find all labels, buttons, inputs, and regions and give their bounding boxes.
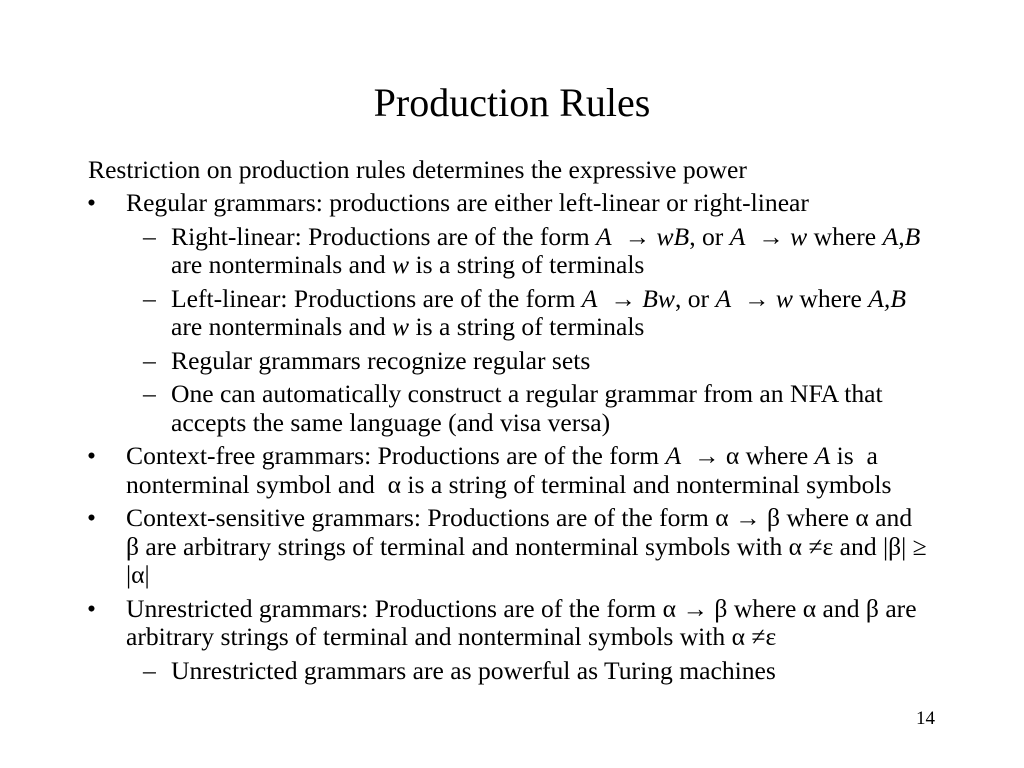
text-run: Unrestricted grammars are as powerful as Turing machines <box>171 655 776 685</box>
text-line <box>171 657 1024 686</box>
text-line <box>126 471 1024 500</box>
text-run: |α| <box>126 560 150 590</box>
text-line <box>88 156 1024 185</box>
italic-symbol: A <box>814 441 831 471</box>
italic-symbol: A <box>581 283 598 313</box>
text-run: → α where <box>681 441 815 471</box>
text-run: where <box>807 221 883 251</box>
text-line <box>126 561 1024 590</box>
dash-marker: – <box>143 221 156 251</box>
text-line <box>171 223 1024 252</box>
text-line <box>171 380 1024 409</box>
bullet-marker: • <box>87 593 96 623</box>
italic-symbol: A,B <box>882 221 921 251</box>
text-run: is a string of terminals <box>409 312 645 342</box>
text-run: where <box>792 283 869 313</box>
italic-symbol: w <box>775 283 793 313</box>
text-run: → <box>597 283 643 313</box>
text-line <box>171 409 1024 438</box>
text-run: accepts the same language (and visa versa) <box>171 407 611 437</box>
text-run: , or <box>674 283 716 313</box>
text-run: Right-linear: Productions are of the form <box>171 221 597 251</box>
text-run: Regular grammars recognize regular sets <box>171 345 591 375</box>
italic-symbol: A <box>729 221 746 251</box>
text-run: One can automatically construct a regular grammar from an NFA that <box>171 379 883 409</box>
intro-paragraph <box>0 156 1024 185</box>
italic-symbol: w <box>790 221 808 251</box>
italic-symbol: A,B <box>868 283 906 313</box>
text-run: Context-free grammars: Productions are of the form <box>126 441 666 471</box>
bullet-item <box>0 504 1024 590</box>
text-line <box>126 189 1024 218</box>
italic-symbol: Bw <box>642 283 675 313</box>
italic-symbol: A <box>596 221 612 251</box>
italic-symbol: wB <box>656 221 690 251</box>
italic-symbol: A <box>715 283 732 313</box>
bullet-marker: • <box>87 503 96 533</box>
sub-bullet-item <box>0 657 1024 686</box>
italic-symbol: w <box>392 312 410 342</box>
text-line <box>126 595 1024 624</box>
dash-marker: – <box>143 655 156 685</box>
text-run: Unrestricted grammars: Productions are of the form α → β where α and β are <box>126 593 917 623</box>
dash-marker: – <box>143 379 156 409</box>
dash-marker: – <box>143 283 156 313</box>
bullet-item <box>0 595 1024 652</box>
text-run: → <box>731 283 776 313</box>
bullet-marker: • <box>87 188 96 218</box>
text-line <box>171 285 1024 314</box>
text-run: Left-linear: Productions are of the form <box>171 283 582 313</box>
sub-bullet-item <box>0 380 1024 437</box>
text-run: is a string of terminals <box>409 250 645 280</box>
text-run: → <box>611 221 657 251</box>
text-line <box>126 442 1024 471</box>
page-number: 14 <box>916 708 935 729</box>
italic-symbol: A <box>665 441 682 471</box>
sub-bullet-item <box>0 223 1024 280</box>
text-line <box>126 504 1024 533</box>
text-run: Regular grammars: productions are either left-linear or right-linear <box>126 188 809 218</box>
text-run: nonterminal symbol and α is a string of terminal and nonterminal symbols <box>126 469 892 499</box>
text-run: arbitrary strings of terminal and nonterminal symbols with α ≠ε <box>126 622 777 652</box>
sub-bullet-item <box>0 285 1024 342</box>
bullet-item <box>0 189 1024 218</box>
italic-symbol: w <box>392 250 410 280</box>
bullet-marker: • <box>87 441 96 471</box>
text-line <box>171 313 1024 342</box>
sub-bullet-item <box>0 347 1024 376</box>
slide-title: Production Rules <box>373 80 651 125</box>
text-line <box>171 251 1024 280</box>
text-line <box>126 623 1024 652</box>
dash-marker: – <box>143 345 156 375</box>
bullet-item <box>0 442 1024 499</box>
text-line <box>171 347 1024 376</box>
text-run: , or <box>689 221 730 251</box>
text-run: is a <box>830 441 878 471</box>
text-line <box>126 533 1024 562</box>
text-run: are nonterminals and <box>171 250 393 280</box>
text-run: Context-sensitive grammars: Productions are of the form α → β where α and <box>126 503 913 533</box>
slide-body <box>0 156 1024 685</box>
text-run: β are arbitrary strings of terminal and nonterminal symbols with α ≠ε and |β| ≥ <box>126 531 927 561</box>
text-run: → <box>745 221 791 251</box>
text-run: are nonterminals and <box>171 312 393 342</box>
text-run: Restriction on production rules determines the expressive power <box>88 155 747 184</box>
